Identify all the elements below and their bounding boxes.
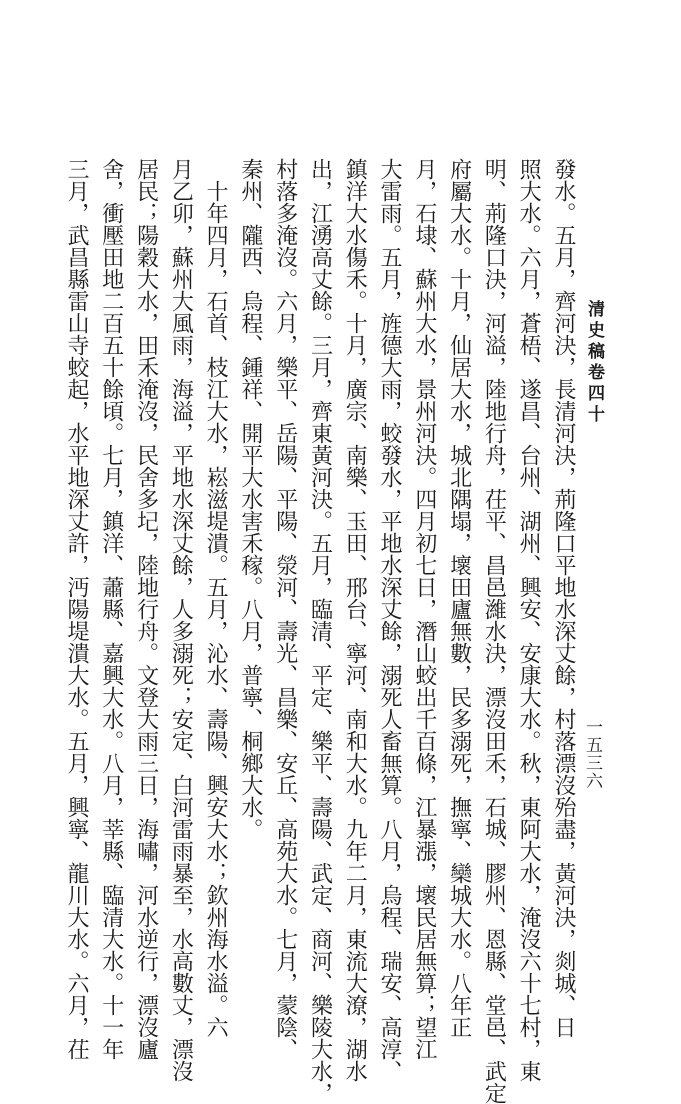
text-column: 舍，衝壓田地二百五十餘頃。七月，鎮洋、蕭縣、嘉興大水。八月，莘縣、臨清大水。十一年 (98, 158, 124, 1060)
text-column: 大雷雨。五月，旌德大雨，蛟發水，平地水深丈餘，溺死人畜無算。八月，烏程、瑞安、高淳、 (377, 158, 403, 1082)
text-column: 月乙卯，蘇州大風雨，海溢，平地水深丈餘，人多溺死；安定、白河雷雨暴至，水高數丈，漂沒 (168, 158, 194, 1082)
text-column: 十年四月，石首、枝江大水，崧滋堤潰。五月，沁水、壽陽、興安大水；欽州海水溢。六 (203, 158, 229, 1038)
text-column: 三月，武昌縣雷山寺蛟起，水平地深丈許，沔陽堤潰大水。五月，興寧、龍川大水。六月，茌 (64, 158, 89, 1060)
text-column: 居民；陽穀大水，田禾淹沒，民舍多圮，陸地行舟。文登大雨三日，海嘯，河水逆行，漂沒廬 (133, 158, 159, 1060)
body-text (64, 158, 576, 1104)
text-column: 村落多淹沒。六月，樂平、岳陽、平陽、滎河、壽光、昌樂、安丘、高苑大水。七月，蒙陰、 (272, 158, 298, 1060)
text-column: 照大水。六月，蒼梧、遂昌、台州、湖州、興安、安康大水。秋，東阿大水，淹沒六十七村，東 (516, 158, 542, 1082)
page-number: 一五三六 (582, 718, 602, 790)
text-column: 月，石埭、蘇州大水，景州河決。四月初七日，潛山蛟出千百條，江暴漲，壞民居無算；望江 (411, 158, 437, 1060)
text-column: 出，江湧高丈餘。三月，齊東黃河決。五月，臨清、平定、樂平、壽陽、武定、商河、樂陵大水， (307, 158, 333, 1104)
text-column: 鎮洋大水傷禾。十月，廣宗、南樂、玉田、邢台、寧河、南和大水。九年二月，東流大潦，湖水 (342, 158, 368, 1082)
text-column: 秦州、隴西、烏程、鍾祥、開平大水害禾稼。八月，普寧、桐鄉大水。 (237, 158, 263, 840)
page-header-title: 清史稿卷四十 (584, 300, 604, 426)
text-column: 府屬大水。十月，仙居大水，城北隅塌，壞田廬無數，民多溺死，撫寧、欒城大水。八年正 (446, 158, 472, 1038)
text-column: 發水。五月，齊河決，長清河決，荊隆口平地水深丈餘，村落漂沒殆盡，黃河決，剡城、日 (550, 158, 576, 1038)
text-column: 明、荊隆口決，河溢，陸地行舟，茌平、昌邑濰水決，漂沒田禾，石城、膠州、恩縣、堂邑、武定 (481, 158, 507, 1104)
